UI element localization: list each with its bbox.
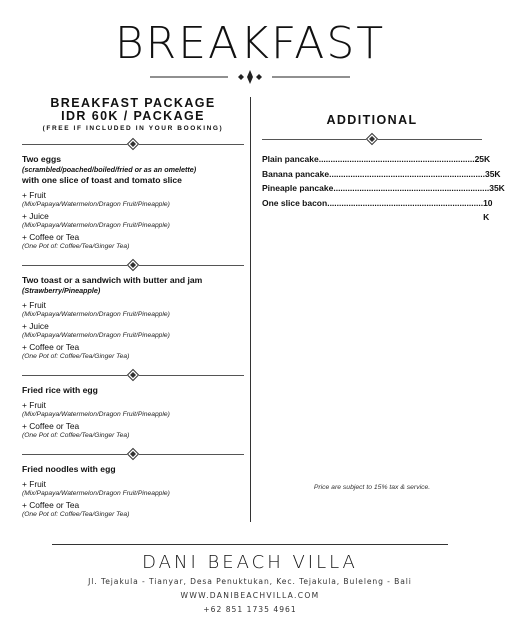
footer-website: WWW.DANIBEACHVILLA.COM (180, 591, 320, 600)
package-option (22, 154, 244, 251)
additional-item-name: Pineaple pancake.................................................................. (262, 183, 490, 193)
title-ornament-icon (150, 70, 350, 84)
package-note: (FREE IF INCLUDED IN YOUR BOOKING) (42, 125, 224, 132)
footer-address: Jl. Tejakula - Tianyar, Desa Penuktukan, Kec. Tejakula, Buleleng - Bali (88, 577, 412, 586)
additional-title: ADDITIONAL (326, 113, 418, 127)
package-option (22, 464, 244, 519)
additional-column (262, 97, 505, 225)
additional-item-price: 10 K (483, 197, 493, 222)
additional-item (262, 196, 493, 225)
package-title: BREAKFAST PACKAGE (50, 96, 216, 110)
column-divider (250, 97, 251, 522)
price-note: Price are subject to 15% tax & service. (313, 484, 431, 491)
diamond-separator-icon (127, 138, 139, 150)
separator (22, 448, 244, 460)
package-option (22, 275, 244, 361)
option-subtitle: (scrambled/poached/boiled/fried or as an omelette) (22, 165, 197, 174)
option-item: + Fruit (22, 479, 46, 489)
option-item-detail: (One Pot of: Coffee/Tea/Ginger Tea) (22, 353, 130, 360)
option-item-detail: (Mix/Papaya/Watermelon/Dragon Fruit/Pineapple) (22, 490, 170, 497)
option-item: + Fruit (22, 400, 46, 410)
additional-item-price: 35K (489, 183, 505, 193)
additional-item-price: 35K (484, 168, 501, 179)
separator (22, 138, 244, 150)
additional-item-name: Banana pancake.................................................................. (262, 168, 485, 179)
option-title: Two eggs (22, 154, 61, 164)
option-item-detail: (One Pot of: Coffee/Tea/Ginger Tea) (22, 432, 130, 439)
leader-dots: .................................................................. (329, 168, 485, 179)
option-subtitle: (Strawberry/Pineapple) (22, 286, 101, 295)
additional-item-name: Plain pancake.................................................................. (262, 154, 475, 164)
option-title: Fried noodles with egg (22, 464, 116, 474)
option-item-detail: (Mix/Papaya/Watermelon/Dragon Fruit/Pineapple) (22, 311, 170, 318)
package-price: IDR 60K / PACKAGE (61, 109, 205, 123)
separator (22, 369, 244, 381)
option-item: + Coffee or Tea (22, 232, 80, 242)
option-item: + Fruit (22, 300, 46, 310)
diamond-separator-icon (127, 259, 139, 271)
option-item: + Coffee or Tea (22, 500, 80, 510)
diamond-separator-icon (127, 369, 139, 381)
footer-phone: +62 851 1735 4961 (203, 605, 297, 614)
footer-rule (52, 544, 448, 545)
additional-item (262, 167, 501, 182)
option-item-detail: (Mix/Papaya/Watermelon/Dragon Fruit/Pineapple) (22, 201, 170, 208)
additional-item-price: 25K (474, 154, 491, 164)
option-item-detail: (One Pot of: Coffee/Tea/Ginger Tea) (22, 243, 130, 250)
additional-item (262, 152, 491, 167)
option-title: Fried rice with egg (22, 385, 98, 395)
footer-brand: DANI BEACH VILLA (142, 552, 358, 573)
separator (262, 133, 482, 145)
option-item: + Fruit (22, 190, 46, 200)
leader-dots: .................................................................. (318, 154, 475, 164)
package-column (22, 97, 244, 527)
option-item-detail: (Mix/Papaya/Watermelon/Dragon Fruit/Pineapple) (22, 332, 170, 339)
leader-dots: .................................................................. (327, 197, 484, 208)
option-item: + Coffee or Tea (22, 342, 80, 352)
additional-list (262, 152, 505, 225)
option-item-detail: (One Pot of: Coffee/Tea/Ginger Tea) (22, 511, 130, 518)
option-item-detail: (Mix/Papaya/Watermelon/Dragon Fruit/Pineapple) (22, 222, 170, 229)
leader-dots: .................................................................. (333, 183, 490, 193)
diamond-separator-icon (127, 448, 139, 460)
option-title-extra: with one slice of toast and tomato slice (22, 175, 182, 185)
option-item: + Coffee or Tea (22, 421, 80, 431)
diamond-separator-icon (366, 133, 378, 145)
menu-title: BREAKFAST (114, 18, 386, 69)
additional-item (262, 181, 505, 196)
option-item: + Juice (22, 321, 49, 331)
option-item-detail: (Mix/Papaya/Watermelon/Dragon Fruit/Pineapple) (22, 411, 170, 418)
separator (22, 259, 244, 271)
package-option (22, 385, 244, 440)
package-options (22, 138, 244, 519)
option-title: Two toast or a sandwich with butter and jam (22, 275, 203, 285)
option-item: + Juice (22, 211, 49, 221)
additional-item-name: One slice bacon.................................................................. (262, 197, 484, 208)
